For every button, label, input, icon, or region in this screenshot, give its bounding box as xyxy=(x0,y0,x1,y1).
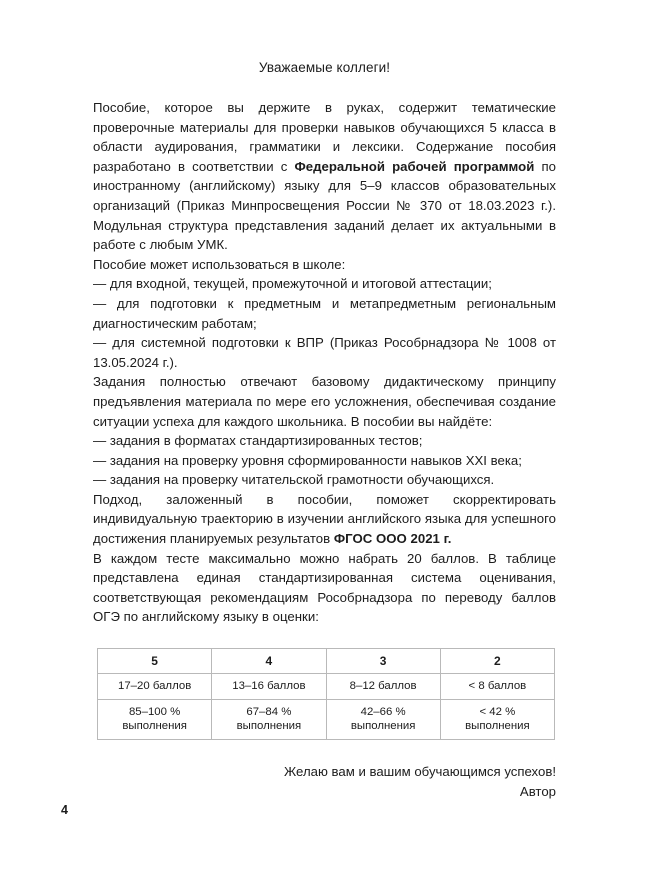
table-header-cell: 3 xyxy=(326,649,440,674)
paragraph-didactic: Задания полностью отвечают базовому дидактическому принципу предъявления материала по мере его усложнения, обеспечивая создание ситуации успеха для каждого школьника. В пособии вы найдёте: xyxy=(93,374,556,429)
table-cell-marks: 8–12 баллов xyxy=(326,674,440,700)
list-item: — для входной, текущей, промежуточной и итоговой аттестации; xyxy=(93,276,492,292)
score-conversion-table xyxy=(97,648,555,740)
percent-label: выполнения xyxy=(350,720,416,733)
closing-block xyxy=(93,762,556,801)
list-item: — для подготовки к предметным и метапредметным региональным диагностическим работам; xyxy=(93,295,556,331)
paragraph-scoring-intro: В каждом тесте максимально можно набрать 20 баллов. В таблице представлена единая стандартизированная система оценивания, соответствующая рекомендациям Рособрнадзора по переводу баллов ОГЭ по английскому языку в оценки: xyxy=(93,550,556,625)
closing-signature: Автор xyxy=(519,783,556,799)
table-cell-percent xyxy=(326,700,440,740)
list-item: — задания на проверку уровня сформированности навыков XXI века; xyxy=(93,452,522,468)
closing-wish: Желаю вам и вашим обучающимся успехов! xyxy=(284,764,556,780)
emphasis-text: Федеральной рабочей программой xyxy=(294,158,535,174)
paragraph-intro: Пособие, которое вы держите в руках, содержит тематические проверочные материалы для проверки навыков обучающихся 5 класса в области аудирования, грамматики и лексики. Содержание пособия разработано в соответствии с Федеральной рабочей программой по иностранному (английскому) языку для 5–9 классов образовательных организаций (Приказ Минпросвещения России № 370 от 18.03.2023 г.). Модульная структура представления заданий делает их актуальными в работе с любым УМК. xyxy=(93,100,556,253)
table-header-cell: 4 xyxy=(212,649,326,674)
list-item: — задания в форматах стандартизированных тестов; xyxy=(93,433,423,449)
percent-value: 67–84 % xyxy=(246,705,292,718)
emphasis-text: ФГОС ООО 2021 г. xyxy=(333,531,452,547)
percent-value: 42–66 % xyxy=(360,705,406,718)
table-row xyxy=(98,700,555,740)
table-cell-marks: 13–16 баллов xyxy=(212,674,326,700)
paragraph-approach: Подход, заложенный в пособии, поможет скорректировать индивидуальную траекторию в изучении английского языка для успешного достижения планируемых результатов ФГОС ООО 2021 г. xyxy=(93,491,556,547)
table-cell-percent xyxy=(440,700,554,740)
percent-value: < 42 % xyxy=(479,705,516,718)
table-cell-marks: < 8 баллов xyxy=(440,674,554,700)
page-content xyxy=(93,58,556,801)
table-header-cell: 5 xyxy=(98,649,212,674)
table-header-cell: 2 xyxy=(440,649,554,674)
list-item: — для системной подготовки к ВПР (Приказ Рособрнадзора № 1008 от 13.05.2024 г.). xyxy=(93,335,556,370)
percent-label: выполнения xyxy=(236,720,302,733)
score-table-container xyxy=(97,648,555,740)
list-item: — задания на проверку читательской грамотности обучающихся. xyxy=(93,472,495,488)
table-row xyxy=(98,674,555,700)
percent-value: 85–100 % xyxy=(128,705,181,718)
table-cell-marks: 17–20 баллов xyxy=(98,674,212,700)
table-header-row xyxy=(98,649,555,674)
table-cell-percent xyxy=(98,700,212,740)
page-title: Уважаемые коллеги! xyxy=(258,60,391,75)
table-cell-percent xyxy=(212,700,326,740)
paragraph-usage-lead: Пособие может использоваться в школе: xyxy=(93,256,346,272)
percent-label: выполнения xyxy=(465,720,530,733)
percent-label: выполнения xyxy=(122,720,187,733)
page-number: 4 xyxy=(61,803,68,817)
